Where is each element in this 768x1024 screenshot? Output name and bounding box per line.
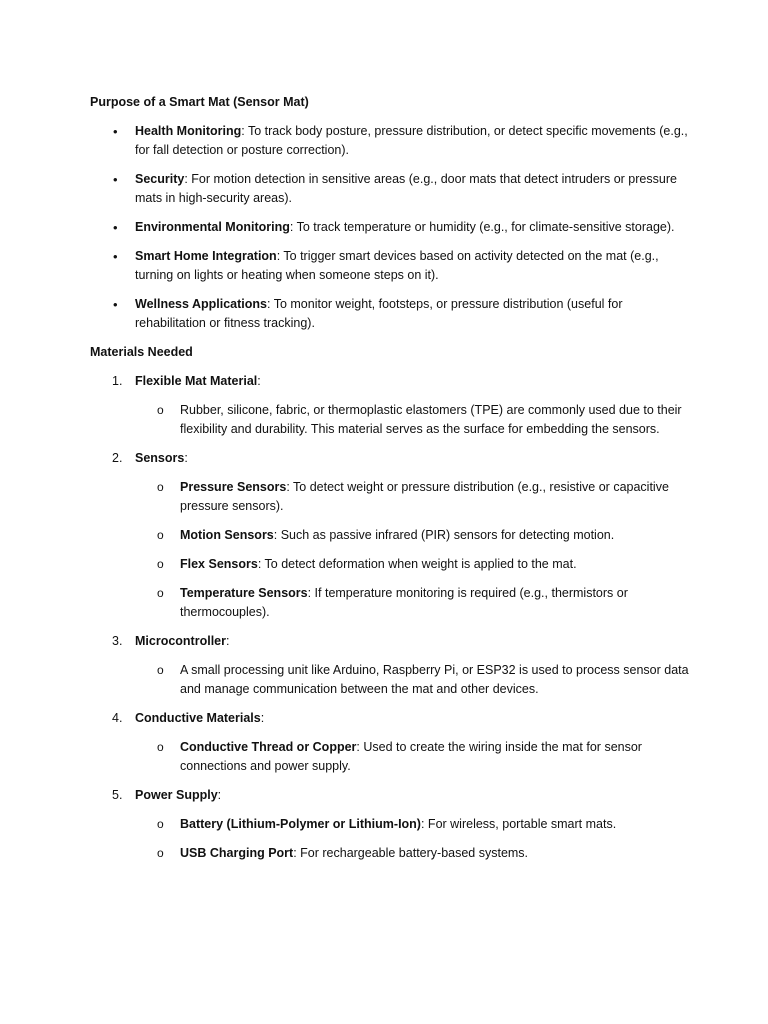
bullet-dot-icon: •	[113, 249, 118, 264]
section-heading-materials: Materials Needed	[90, 345, 193, 359]
sub-list	[135, 478, 690, 622]
materials-list	[90, 372, 690, 863]
bullet-list-item	[90, 122, 690, 160]
sub-list-item	[135, 401, 690, 439]
sub-list-item	[135, 555, 690, 574]
item-term: Smart Home Integration	[135, 249, 277, 263]
bullet-list-item	[90, 295, 690, 333]
bullet-list-item	[90, 170, 690, 208]
item-term: Environmental Monitoring	[135, 220, 290, 234]
sub-item-term: Motion Sensors	[180, 528, 274, 542]
sub-list	[135, 815, 690, 863]
circle-bullet-icon: o	[157, 480, 164, 494]
sub-list-item	[135, 661, 690, 699]
numbered-list-item	[90, 449, 690, 622]
item-text: : To trigger smart devices based on activity detected on the mat (e.g., turning on lights or heating when someone steps on it).	[135, 249, 659, 282]
item-text: : For motion detection in sensitive areas (e.g., door mats that detect intruders or pressure mats in high-security areas).	[135, 172, 677, 205]
bullet-dot-icon: •	[113, 297, 118, 312]
sub-list-item	[135, 526, 690, 545]
circle-bullet-icon: o	[157, 740, 164, 754]
item-term: Health Monitoring	[135, 124, 242, 138]
sub-item-text: : For wireless, portable smart mats.	[420, 817, 617, 831]
sub-item-term: Battery (Lithium-Polymer or Lithium-Ion)	[180, 817, 421, 831]
sub-item-text: : To detect weight or pressure distribution (e.g., resistive or capacitive pressure sensors).	[180, 480, 669, 513]
sub-list-item	[135, 844, 690, 863]
item-suffix: :	[260, 711, 265, 725]
numbered-list-item	[90, 709, 690, 776]
sub-item-text: : For rechargeable battery-based systems.	[293, 846, 529, 860]
bullet-list-item	[90, 247, 690, 285]
item-number: 5.	[112, 788, 123, 802]
sub-item-term: Pressure Sensors	[180, 480, 287, 494]
sub-list-item	[135, 584, 690, 622]
sub-list	[135, 738, 690, 776]
bullet-dot-icon: •	[113, 172, 118, 187]
section-heading-purpose: Purpose of a Smart Mat (Sensor Mat)	[90, 95, 309, 109]
sub-item-text: : If temperature monitoring is required (e.g., thermistors or thermocouples).	[180, 586, 628, 619]
item-suffix: :	[217, 788, 222, 802]
item-suffix: :	[184, 451, 188, 465]
sub-list-item	[135, 478, 690, 516]
sub-item-term: Temperature Sensors	[180, 586, 308, 600]
sub-list	[135, 661, 690, 699]
item-number: 2.	[112, 451, 123, 465]
bullet-dot-icon: •	[113, 124, 118, 139]
circle-bullet-icon: o	[157, 586, 164, 600]
sub-list	[135, 401, 690, 439]
document-page	[90, 93, 690, 873]
item-suffix: :	[226, 634, 230, 648]
circle-bullet-icon: o	[157, 846, 164, 860]
bullet-list-item	[90, 218, 690, 237]
sub-item-text: A small processing unit like Arduino, Raspberry Pi, or ESP32 is used to process sensor data and manage communication between the mat and other devices.	[180, 663, 689, 696]
sub-list-item	[135, 815, 690, 834]
sub-item-term: Flex Sensors	[180, 557, 258, 571]
item-text: : To monitor weight, footsteps, or pressure distribution (useful for rehabilitation or fitness tracking).	[135, 297, 623, 330]
item-term: Conductive Materials	[135, 711, 261, 725]
circle-bullet-icon: o	[157, 528, 164, 542]
item-text: : To track temperature or humidity (e.g., for climate-sensitive storage).	[289, 220, 675, 234]
item-term: Microcontroller	[135, 634, 226, 648]
sub-item-term: Conductive Thread or Copper	[180, 740, 357, 754]
item-term: Wellness Applications	[135, 297, 267, 311]
item-term: Flexible Mat Material	[135, 374, 258, 388]
item-term: Sensors	[135, 451, 185, 465]
sub-item-text: Rubber, silicone, fabric, or thermoplastic elastomers (TPE) are commonly used due to their flexibility and durability. This material serves as the surface for embedding the sensors.	[180, 403, 682, 436]
purpose-list	[90, 122, 690, 333]
item-suffix: :	[257, 374, 261, 388]
numbered-list-item	[90, 372, 690, 439]
bullet-dot-icon: •	[113, 220, 118, 235]
circle-bullet-icon: o	[157, 403, 164, 417]
item-number: 1.	[112, 374, 123, 388]
item-term: Power Supply	[135, 788, 218, 802]
sub-item-text: : Used to create the wiring inside the mat for sensor connections and power supply.	[180, 740, 642, 773]
item-term: Security	[135, 172, 185, 186]
circle-bullet-icon: o	[157, 557, 164, 571]
numbered-list-item	[90, 632, 690, 699]
sub-item-text: : To detect deformation when weight is applied to the mat.	[257, 557, 577, 571]
numbered-list-item	[90, 786, 690, 863]
sub-list-item	[135, 738, 690, 776]
item-number: 3.	[112, 634, 123, 648]
item-number: 4.	[112, 711, 123, 725]
sub-item-term: USB Charging Port	[180, 846, 294, 860]
circle-bullet-icon: o	[157, 817, 164, 831]
item-text: : To track body posture, pressure distribution, or detect specific movements (e.g., for fall detection or posture correction).	[135, 124, 688, 157]
sub-item-text: : Such as passive infrared (PIR) sensors for detecting motion.	[273, 528, 615, 542]
circle-bullet-icon: o	[157, 663, 164, 677]
